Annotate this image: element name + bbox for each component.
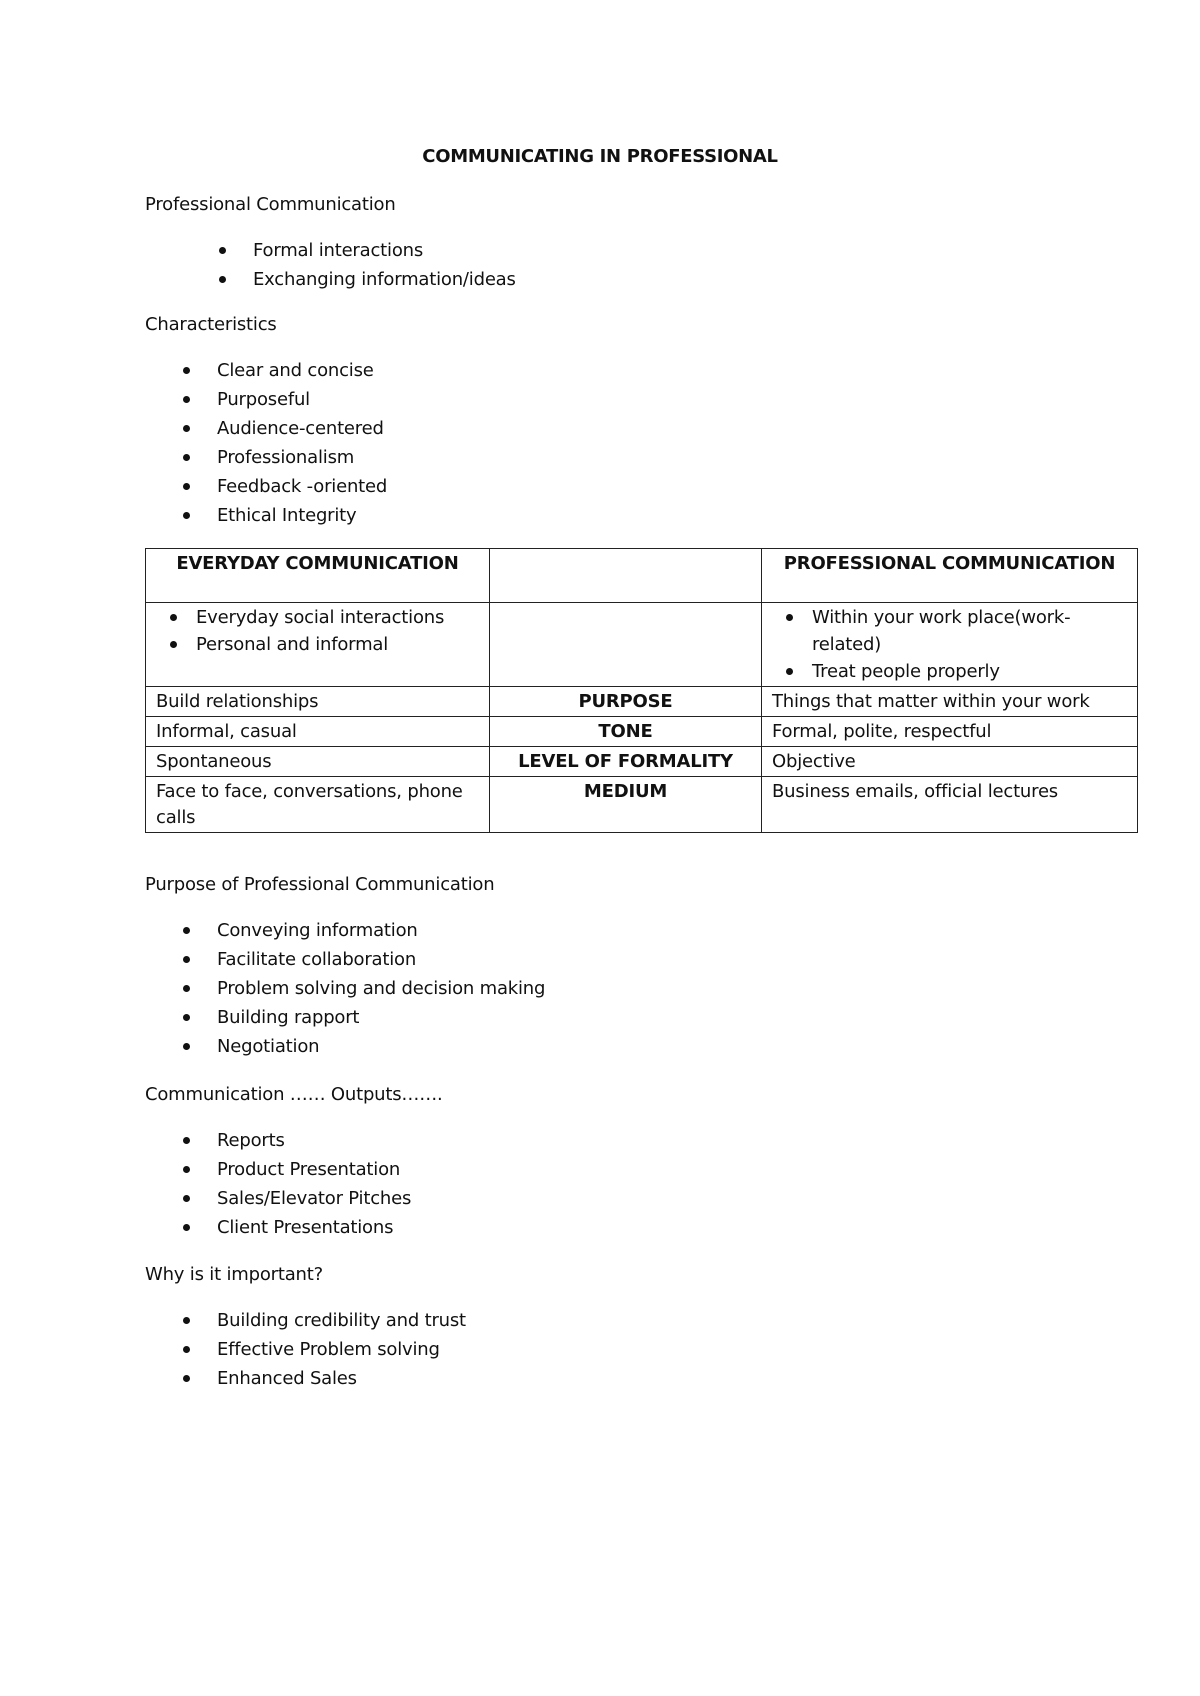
list-item: Building rapport — [217, 1003, 545, 1032]
bullet-icon — [183, 1014, 190, 1021]
list-item: Feedback -oriented — [217, 472, 387, 501]
bullet-icon — [183, 454, 190, 461]
table-row — [146, 777, 1138, 833]
bullet-icon — [183, 1043, 190, 1050]
bullet-icon — [183, 1317, 190, 1324]
bullet-icon — [183, 396, 190, 403]
table-cell-label: MEDIUM — [490, 777, 762, 833]
heading-outputs: Communication …… Outputs……. — [145, 1084, 443, 1105]
header-everyday: EVERYDAY COMMUNICATION — [146, 549, 490, 603]
list-item: Problem solving and decision making — [217, 974, 545, 1003]
list-item: Reports — [217, 1126, 411, 1155]
table-cell: Objective — [762, 747, 1138, 777]
table-cell-label: LEVEL OF FORMALITY — [490, 747, 762, 777]
list-item: Conveying information — [217, 916, 545, 945]
list-item: Treat people properly — [772, 658, 1127, 685]
list-item: Building credibility and trust — [217, 1306, 466, 1335]
list-item: Enhanced Sales — [217, 1364, 466, 1393]
table-header-row — [146, 549, 1138, 603]
bullet-icon — [183, 1346, 190, 1353]
list-item: Product Presentation — [217, 1155, 411, 1184]
professional-bullets-cell — [762, 603, 1138, 687]
list-item: Clear and concise — [217, 356, 387, 385]
bullet-icon — [183, 956, 190, 963]
table-row — [146, 687, 1138, 717]
bullet-icon — [219, 247, 226, 254]
bullet-icon — [183, 367, 190, 374]
list-item: Within your work place(work-related) — [772, 604, 1127, 658]
list-item: Facilitate collaboration — [217, 945, 545, 974]
header-professional: PROFESSIONAL COMMUNICATION — [762, 549, 1138, 603]
table-cell: Informal, casual — [146, 717, 490, 747]
bullet-icon — [183, 985, 190, 992]
heading-characteristics: Characteristics — [145, 314, 277, 335]
list-importance — [217, 1306, 466, 1393]
bullet-icon — [183, 512, 190, 519]
bullet-icon — [786, 668, 793, 675]
bullet-icon — [170, 641, 177, 648]
heading-purpose: Purpose of Professional Communication — [145, 874, 495, 895]
list-item: Audience-centered — [217, 414, 387, 443]
table-cell: Face to face, conversations, phone calls — [146, 777, 490, 833]
table-row — [146, 717, 1138, 747]
table-cell: Build relationships — [146, 687, 490, 717]
bullet-icon — [183, 1195, 190, 1202]
bullet-icon — [183, 483, 190, 490]
heading-professional-communication: Professional Communication — [145, 194, 396, 215]
table-cell: Formal, polite, respectful — [762, 717, 1138, 747]
list-outputs — [217, 1126, 411, 1242]
list-item: Sales/Elevator Pitches — [217, 1184, 411, 1213]
bullet-icon — [183, 425, 190, 432]
table-cell-label: PURPOSE — [490, 687, 762, 717]
document-title: COMMUNICATING IN PROFESSIONAL — [422, 146, 778, 167]
empty-cell — [490, 603, 762, 687]
list-item: Negotiation — [217, 1032, 545, 1061]
bullet-icon — [786, 614, 793, 621]
list-item: Personal and informal — [156, 631, 479, 658]
bullet-icon — [183, 1375, 190, 1382]
list-item: Everyday social interactions — [156, 604, 479, 631]
table-cell: Things that matter within your work — [762, 687, 1138, 717]
bullet-icon — [183, 1166, 190, 1173]
list-item: Purposeful — [217, 385, 387, 414]
table-cell: Spontaneous — [146, 747, 490, 777]
everyday-bullets-cell — [146, 603, 490, 687]
list-purpose — [217, 916, 545, 1061]
heading-importance: Why is it important? — [145, 1264, 323, 1285]
table-cell: Business emails, official lectures — [762, 777, 1138, 833]
list-item: Client Presentations — [217, 1213, 411, 1242]
list-item: Effective Problem solving — [217, 1335, 466, 1364]
bullet-icon — [183, 927, 190, 934]
list-professional-communication — [253, 236, 516, 294]
comparison-table — [145, 548, 1138, 833]
header-middle — [490, 549, 762, 603]
bullet-icon — [183, 1224, 190, 1231]
table-row — [146, 747, 1138, 777]
bullet-icon — [183, 1137, 190, 1144]
bullet-icon — [170, 614, 177, 621]
list-item: Ethical Integrity — [217, 501, 387, 530]
bullet-icon — [219, 276, 226, 283]
list-item: Professionalism — [217, 443, 387, 472]
list-characteristics — [217, 356, 387, 530]
list-item: Formal interactions — [253, 236, 516, 265]
table-cell-label: TONE — [490, 717, 762, 747]
list-item: Exchanging information/ideas — [253, 265, 516, 294]
table-row — [146, 603, 1138, 687]
